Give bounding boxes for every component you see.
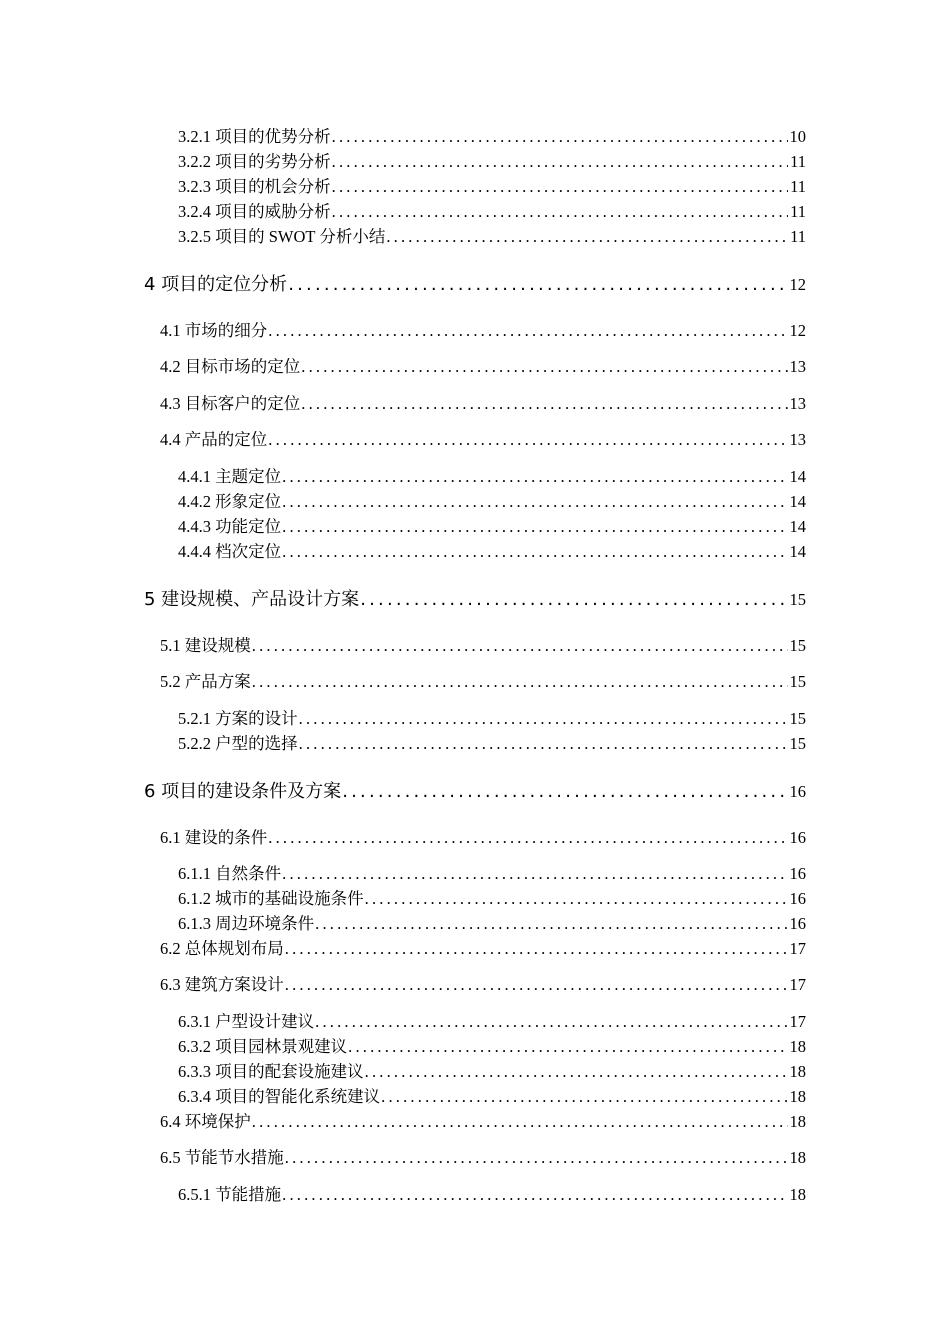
toc-entry-level-3[interactable] bbox=[178, 200, 806, 224]
dot-leader bbox=[348, 1035, 787, 1059]
dot-leader bbox=[282, 515, 787, 539]
dot-leader bbox=[285, 1146, 788, 1170]
dot-leader bbox=[332, 175, 788, 199]
toc-entry-level-2[interactable] bbox=[160, 937, 806, 961]
dot-leader bbox=[285, 937, 788, 961]
dot-leader bbox=[342, 780, 787, 804]
toc-entry-level-3[interactable] bbox=[178, 887, 806, 911]
toc-entry-level-3[interactable] bbox=[178, 707, 806, 731]
toc-page-number: 11 bbox=[790, 227, 806, 246]
toc-entry-title: 3.2.1 项目的优势分析 bbox=[178, 127, 331, 146]
toc-entry-title: 6.4 环境保护 bbox=[160, 1112, 251, 1131]
toc-entry-level-2[interactable] bbox=[160, 392, 806, 416]
toc-page-number: 15 bbox=[789, 590, 806, 609]
toc-page-number: 18 bbox=[789, 1062, 806, 1081]
toc-page-number: 15 bbox=[789, 636, 806, 655]
toc-entry-title: 4.4.1 主题定位 bbox=[178, 467, 282, 486]
dot-leader bbox=[282, 540, 787, 564]
toc-entry-title: 5.2.1 方案的设计 bbox=[178, 709, 298, 728]
toc-entry-title: 6.1 建设的条件 bbox=[160, 828, 268, 847]
dot-leader bbox=[282, 490, 787, 514]
toc-page-number: 16 bbox=[789, 828, 806, 847]
toc-entry-title: 6.1.1 自然条件 bbox=[178, 864, 282, 883]
dot-leader bbox=[299, 732, 788, 756]
dot-leader bbox=[268, 826, 787, 850]
toc-page-number: 18 bbox=[789, 1087, 806, 1106]
dot-leader bbox=[332, 125, 788, 149]
toc-entry-level-3[interactable] bbox=[178, 1085, 806, 1109]
toc-page-number: 16 bbox=[789, 889, 806, 908]
toc-page-number: 14 bbox=[789, 542, 806, 561]
dot-leader bbox=[252, 634, 788, 658]
toc-entry-title: 3.2.2 项目的劣势分析 bbox=[178, 152, 331, 171]
toc-entry-title: 6.5.1 节能措施 bbox=[178, 1185, 282, 1204]
toc-entry-title: 6.5 节能节水措施 bbox=[160, 1148, 284, 1167]
toc-entry-title: 4.4.3 功能定位 bbox=[178, 517, 282, 536]
dot-leader bbox=[299, 707, 788, 731]
toc-page-number: 16 bbox=[789, 782, 806, 801]
toc-entry-title: 4.4 产品的定位 bbox=[160, 430, 268, 449]
toc-entry-title: 4.2 目标市场的定位 bbox=[160, 357, 301, 376]
toc-entry-title: 6.3.1 户型设计建议 bbox=[178, 1012, 315, 1031]
toc-entry-level-3[interactable] bbox=[178, 1035, 806, 1059]
toc-entry-level-3[interactable] bbox=[178, 225, 806, 249]
toc-entry-level-1[interactable] bbox=[144, 273, 806, 297]
dot-leader bbox=[282, 465, 787, 489]
toc-entry-level-2[interactable] bbox=[160, 319, 806, 343]
toc-entry-title: 4.1 市场的细分 bbox=[160, 321, 268, 340]
toc-entry-level-2[interactable] bbox=[160, 670, 806, 694]
toc-page-number: 17 bbox=[789, 1012, 806, 1031]
toc-entry-level-3[interactable] bbox=[178, 540, 806, 564]
toc-entry-level-3[interactable] bbox=[178, 465, 806, 489]
toc-page-number: 14 bbox=[789, 517, 806, 536]
toc-page-number: 17 bbox=[789, 975, 806, 994]
toc-entry-level-3[interactable] bbox=[178, 1010, 806, 1034]
toc-entry-level-3[interactable] bbox=[178, 732, 806, 756]
toc-page-number: 11 bbox=[790, 177, 806, 196]
toc-page-number: 10 bbox=[789, 127, 806, 146]
dot-leader bbox=[282, 862, 787, 886]
toc-entry-level-2[interactable] bbox=[160, 1110, 806, 1134]
toc-entry-title: 6.3.3 项目的配套设施建议 bbox=[178, 1062, 364, 1081]
dot-leader bbox=[360, 588, 787, 612]
toc-entry-level-2[interactable] bbox=[160, 973, 806, 997]
toc-page-number: 15 bbox=[789, 709, 806, 728]
toc-page-number: 13 bbox=[789, 357, 806, 376]
toc-entry-title: 6.3.2 项目园林景观建议 bbox=[178, 1037, 348, 1056]
toc-entry-level-3[interactable] bbox=[178, 125, 806, 149]
toc-page-number: 18 bbox=[789, 1148, 806, 1167]
toc-entry-title: 3.2.5 项目的 SWOT 分析小结 bbox=[178, 227, 386, 246]
dot-leader bbox=[268, 319, 787, 343]
toc-page-number: 16 bbox=[789, 864, 806, 883]
toc-page-number: 12 bbox=[789, 275, 806, 294]
dot-leader bbox=[315, 912, 787, 936]
toc-entry-title: 5.2 产品方案 bbox=[160, 672, 251, 691]
toc-page-number: 14 bbox=[789, 467, 806, 486]
dot-leader bbox=[301, 392, 787, 416]
toc-entry-title: 6.2 总体规划布局 bbox=[160, 939, 284, 958]
toc-entry-level-1[interactable] bbox=[144, 780, 806, 804]
toc-page-number: 15 bbox=[789, 734, 806, 753]
dot-leader bbox=[332, 200, 788, 224]
toc-entry-title: 6.3.4 项目的智能化系统建议 bbox=[178, 1087, 381, 1106]
toc-entry-title: 5 建设规模、产品设计方案 bbox=[144, 589, 360, 610]
toc-page-number: 15 bbox=[789, 672, 806, 691]
dot-leader bbox=[252, 1110, 788, 1134]
dot-leader bbox=[288, 273, 787, 297]
toc-entry-level-3[interactable] bbox=[178, 912, 806, 936]
toc-entry-level-2[interactable] bbox=[160, 1146, 806, 1170]
toc-entry-level-3[interactable] bbox=[178, 175, 806, 199]
toc-entry-title: 3.2.4 项目的威胁分析 bbox=[178, 202, 331, 221]
toc-entry-level-3[interactable] bbox=[178, 150, 806, 174]
toc-page-number: 11 bbox=[790, 152, 806, 171]
toc-page-number: 18 bbox=[789, 1037, 806, 1056]
toc-entry-level-3[interactable] bbox=[178, 490, 806, 514]
toc-entry-title: 6.3 建筑方案设计 bbox=[160, 975, 284, 994]
toc-page-number: 14 bbox=[789, 492, 806, 511]
toc-page-number: 18 bbox=[789, 1112, 806, 1131]
dot-leader bbox=[282, 1183, 787, 1207]
toc-entry-level-1[interactable] bbox=[144, 588, 806, 612]
dot-leader bbox=[252, 670, 788, 694]
toc-entry-level-2[interactable] bbox=[160, 355, 806, 379]
toc-entry-title: 5.1 建设规模 bbox=[160, 636, 251, 655]
toc-entry-title: 6 项目的建设条件及方案 bbox=[144, 781, 342, 802]
dot-leader bbox=[301, 355, 787, 379]
dot-leader bbox=[268, 428, 787, 452]
toc-entry-title: 4.4.2 形象定位 bbox=[178, 492, 282, 511]
toc-page-number: 16 bbox=[789, 914, 806, 933]
dot-leader bbox=[386, 225, 788, 249]
toc-entry-title: 4.4.4 档次定位 bbox=[178, 542, 282, 561]
toc-entry-title: 6.1.2 城市的基础设施条件 bbox=[178, 889, 364, 908]
toc-page-number: 11 bbox=[790, 202, 806, 221]
dot-leader bbox=[381, 1085, 787, 1109]
toc-entry-level-2[interactable] bbox=[160, 428, 806, 452]
dot-leader bbox=[285, 973, 788, 997]
toc-page-number: 17 bbox=[789, 939, 806, 958]
dot-leader bbox=[332, 150, 788, 174]
toc-entry-level-3[interactable] bbox=[178, 515, 806, 539]
toc-entry-title: 3.2.3 项目的机会分析 bbox=[178, 177, 331, 196]
toc-page-number: 12 bbox=[789, 321, 806, 340]
toc-entry-level-3[interactable] bbox=[178, 1183, 806, 1207]
toc-page-number: 18 bbox=[789, 1185, 806, 1204]
dot-leader bbox=[365, 887, 788, 911]
toc-entry-title: 5.2.2 户型的选择 bbox=[178, 734, 298, 753]
toc-entry-title: 4 项目的定位分析 bbox=[144, 274, 288, 295]
toc-page-number: 13 bbox=[789, 430, 806, 449]
toc-page-number: 13 bbox=[789, 394, 806, 413]
toc-entry-level-3[interactable] bbox=[178, 862, 806, 886]
toc-entry-level-2[interactable] bbox=[160, 826, 806, 850]
toc-entry-level-2[interactable] bbox=[160, 634, 806, 658]
dot-leader bbox=[365, 1060, 788, 1084]
toc-entry-title: 6.1.3 周边环境条件 bbox=[178, 914, 315, 933]
dot-leader bbox=[315, 1010, 787, 1034]
toc-entry-level-3[interactable] bbox=[178, 1060, 806, 1084]
toc-entry-title: 4.3 目标客户的定位 bbox=[160, 394, 301, 413]
